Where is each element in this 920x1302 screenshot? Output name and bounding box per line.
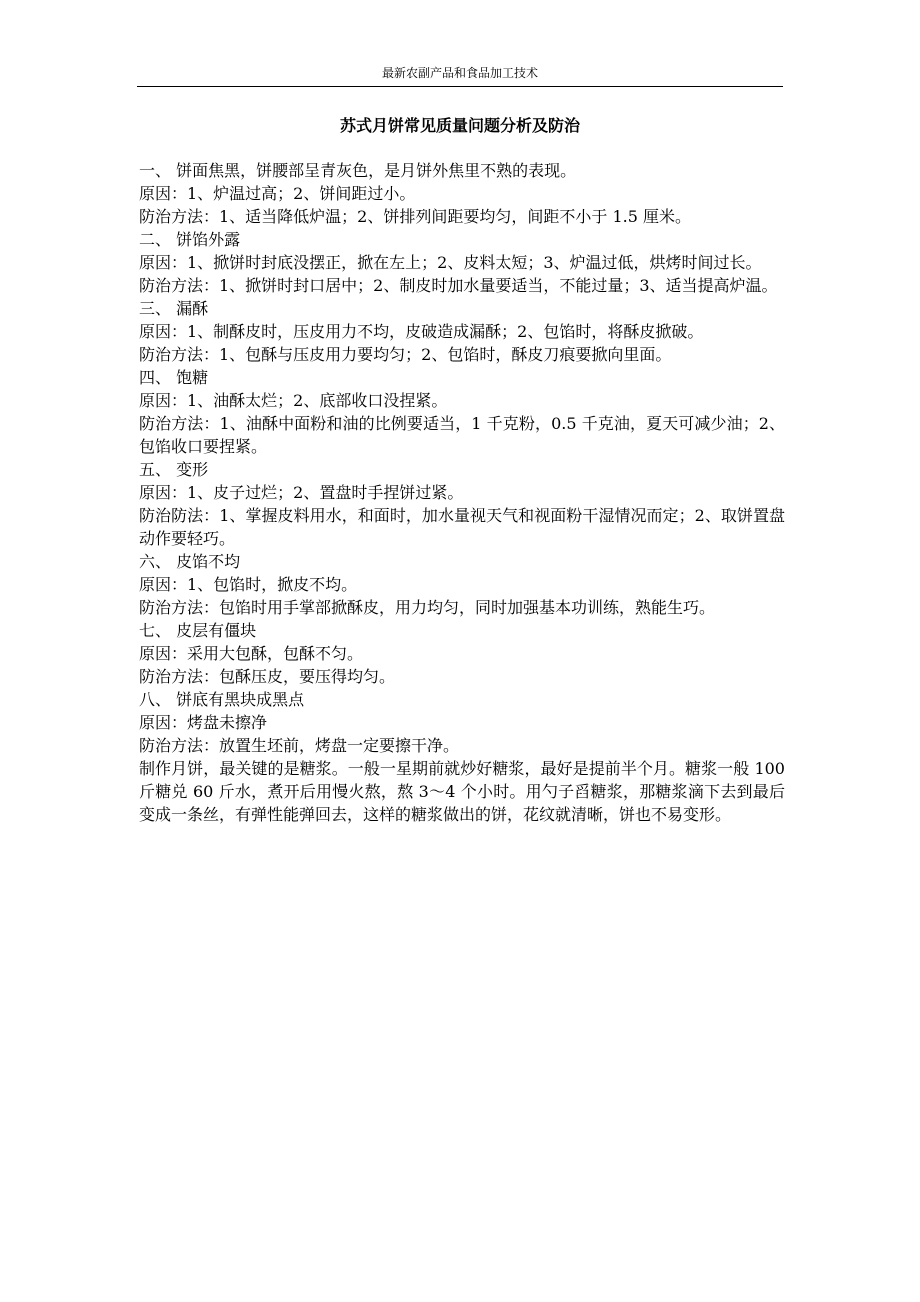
paragraph: 制作月饼，最关键的是糖浆。一般一星期前就炒好糖浆，最好是提前半个月。糖浆一般 100 斤糖兑 60 斤水，煮开后用慢火熬，熬 3～4 个小时。用勺子舀糖浆，那糖浆滴下去到最后变成一条丝，有弹性能弹回去，这样的糖浆做出的饼，花纹就清晰，饼也不易变形。 xyxy=(139,759,785,824)
paragraph: 原因：1、包馅时，掀皮不均。 xyxy=(139,575,358,594)
paragraph: 原因：烤盘未擦净 xyxy=(139,713,268,732)
paragraph: 原因：1、皮子过烂；2、置盘时手捏饼过紧。 xyxy=(139,483,464,502)
paragraph: 原因：采用大包酥，包酥不匀。 xyxy=(139,644,364,663)
paragraph: 原因：1、制酥皮时，压皮用力不均，皮破造成漏酥；2、包馅时，将酥皮掀破。 xyxy=(139,322,704,341)
paragraph: 六、 皮馅不均 xyxy=(139,552,241,571)
paragraph: 原因：1、掀饼时封底没摆正，掀在左上；2、皮料太短；3、炉温过低，烘烤时间过长。 xyxy=(139,253,762,272)
paragraph: 防治方法：包馅时用手掌部掀酥皮，用力均匀，同时加强基本功训练，熟能生巧。 xyxy=(139,598,716,617)
document-body xyxy=(139,159,785,826)
paragraph: 防治方法：1、适当降低炉温；2、饼排列间距要均匀，间距不小于 1.5 厘米。 xyxy=(139,207,691,226)
header-text: 最新农副产品和食品加工技术 xyxy=(381,66,538,80)
page-header xyxy=(137,62,783,87)
paragraph: 三、 漏酥 xyxy=(139,299,209,318)
paragraph: 五、 变形 xyxy=(139,460,209,479)
paragraph: 原因：1、油酥太烂；2、底部收口没捏紧。 xyxy=(139,391,448,410)
paragraph: 二、 饼馅外露 xyxy=(139,230,241,249)
document-title: 苏式月饼常见质量问题分析及防治 xyxy=(339,116,580,135)
paragraph: 一、 饼面焦黑，饼腰部呈青灰色，是月饼外焦里不熟的表现。 xyxy=(139,161,577,180)
paragraph: 防治方法：放置生坯前，烤盘一定要擦干净。 xyxy=(139,736,460,755)
paragraph: 防治方法：包酥压皮，要压得均匀。 xyxy=(139,667,396,686)
paragraph: 原因：1、炉温过高；2、饼间距过小。 xyxy=(139,184,416,203)
paragraph: 防治方法：1、包酥与压皮用力要均匀；2、包馅时，酥皮刀痕要掀向里面。 xyxy=(139,345,672,364)
paragraph: 四、 饱糖 xyxy=(139,368,209,387)
paragraph: 防治方法：1、油酥中面粉和油的比例要适当，1 千克粉，0.5 千克油，夏天可减少油；2、包馅收口要捏紧。 xyxy=(139,414,785,456)
paragraph: 八、 饼底有黑块成黑点 xyxy=(139,690,305,709)
paragraph: 七、 皮层有僵块 xyxy=(139,621,257,640)
paragraph: 防治防法：1、掌握皮料用水，和面时，加水量视天气和视面粉干湿情况而定；2、取饼置盘动作要轻巧。 xyxy=(139,506,785,548)
paragraph: 防治方法：1、掀饼时封口居中；2、制皮时加水量要适当，不能过量；3、适当提高炉温。 xyxy=(139,276,778,295)
